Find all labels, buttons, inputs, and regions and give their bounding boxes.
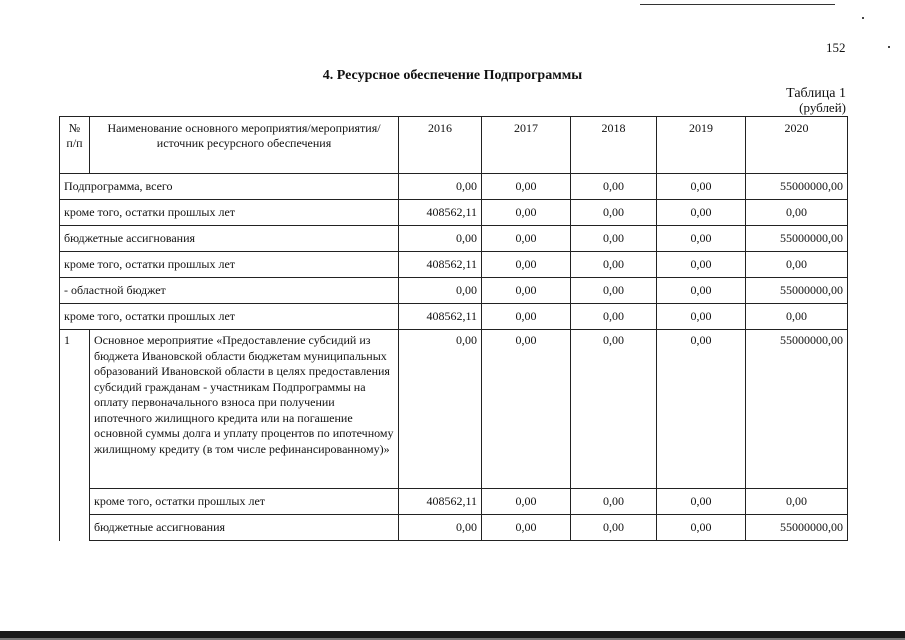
scan-bottom-edge	[0, 631, 905, 638]
table-row	[60, 489, 848, 515]
cell-value: 0,00	[482, 226, 571, 252]
units-label: (рублей)	[799, 100, 846, 115]
scan-edge-line	[640, 4, 835, 5]
cell-value: 55000000,00	[746, 515, 848, 541]
cell-value: 0,00	[399, 278, 482, 304]
table-caption: Таблица 1	[786, 86, 846, 101]
cell-value: 0,00	[746, 200, 848, 226]
cell-value: 0,00	[746, 489, 848, 515]
row-label: кроме того, остатки прошлых лет	[60, 304, 399, 330]
cell-value: 0,00	[657, 515, 746, 541]
header-year: 2019	[657, 117, 746, 174]
cell-value: 0,00	[746, 304, 848, 330]
row-label: Подпрограмма, всего	[60, 174, 399, 200]
main-event-row	[60, 330, 848, 489]
cell-value: 0,00	[657, 304, 746, 330]
cell-value: 55000000,00	[746, 330, 848, 489]
cell-value: 408562,11	[399, 252, 482, 278]
cell-value: 0,00	[571, 252, 657, 278]
cell-value: 0,00	[657, 200, 746, 226]
table-row	[60, 200, 848, 226]
main-event-num: 1	[60, 330, 90, 489]
cell-value: 0,00	[482, 515, 571, 541]
table-row	[60, 304, 848, 330]
cell-value: 0,00	[482, 330, 571, 489]
cell-value: 0,00	[571, 330, 657, 489]
header-year: 2020	[746, 117, 848, 174]
cell-value: 0,00	[657, 489, 746, 515]
section-title: 4. Ресурсное обеспечение Подпрограммы	[322, 68, 583, 83]
cell-value: 0,00	[571, 278, 657, 304]
cell-value: 0,00	[482, 200, 571, 226]
cell-value: 55000000,00	[746, 226, 848, 252]
table-row	[60, 252, 848, 278]
header-year: 2016	[399, 117, 482, 174]
cell-value: 0,00	[399, 515, 482, 541]
cell-value: 0,00	[571, 226, 657, 252]
cell-value: 55000000,00	[746, 174, 848, 200]
cell-value: 0,00	[571, 174, 657, 200]
table-row	[60, 515, 848, 541]
row-label: кроме того, остатки прошлых лет	[90, 489, 399, 515]
num-cell-empty	[60, 515, 90, 541]
cell-value: 408562,11	[399, 489, 482, 515]
table-header-row	[60, 117, 848, 174]
cell-value: 0,00	[571, 200, 657, 226]
cell-value: 0,00	[482, 174, 571, 200]
cell-value: 0,00	[399, 174, 482, 200]
table-row	[60, 278, 848, 304]
header-name: Наименование основного мероприятия/мероприятия/источник ресурсного обеспечения	[90, 117, 399, 174]
cell-value: 0,00	[657, 226, 746, 252]
cell-value: 0,00	[399, 226, 482, 252]
cell-value: 0,00	[571, 304, 657, 330]
main-event-name: Основное мероприятие «Предоставление субсидий из бюджета Ивановской области бюджетам муниципальных образований Ивановской области в целях предоставления субсидий гражданам - участникам Подпрограммы на оплату первоначального взноса при получении ипотечного жилищного кредита или на погашение основной суммы долга и уплату процентов по ипотечному жилищному кредиту (в том числе рефинансированному)»	[90, 330, 399, 489]
table-row	[60, 226, 848, 252]
cell-value: 0,00	[482, 489, 571, 515]
cell-value: 0,00	[399, 330, 482, 489]
resource-table	[59, 116, 848, 541]
row-label: кроме того, остатки прошлых лет	[60, 200, 399, 226]
cell-value: 55000000,00	[746, 278, 848, 304]
cell-value: 408562,11	[399, 304, 482, 330]
cell-value: 0,00	[482, 252, 571, 278]
cell-value: 0,00	[482, 304, 571, 330]
cell-value: 0,00	[657, 252, 746, 278]
cell-value: 0,00	[746, 252, 848, 278]
cell-value: 408562,11	[399, 200, 482, 226]
scan-speck	[862, 17, 864, 19]
row-label: - областной бюджет	[60, 278, 399, 304]
header-year: 2018	[571, 117, 657, 174]
row-label: бюджетные ассигнования	[60, 226, 399, 252]
cell-value: 0,00	[657, 174, 746, 200]
cell-value: 0,00	[571, 489, 657, 515]
cell-value: 0,00	[571, 515, 657, 541]
table-row	[60, 174, 848, 200]
header-year: 2017	[482, 117, 571, 174]
row-label: кроме того, остатки прошлых лет	[60, 252, 399, 278]
row-label: бюджетные ассигнования	[90, 515, 399, 541]
page-number: 152	[826, 40, 846, 55]
cell-value: 0,00	[482, 278, 571, 304]
cell-value: 0,00	[657, 330, 746, 489]
header-num: № п/п	[60, 117, 90, 174]
cell-value: 0,00	[657, 278, 746, 304]
num-cell-empty	[60, 489, 90, 515]
scan-speck	[888, 46, 890, 48]
